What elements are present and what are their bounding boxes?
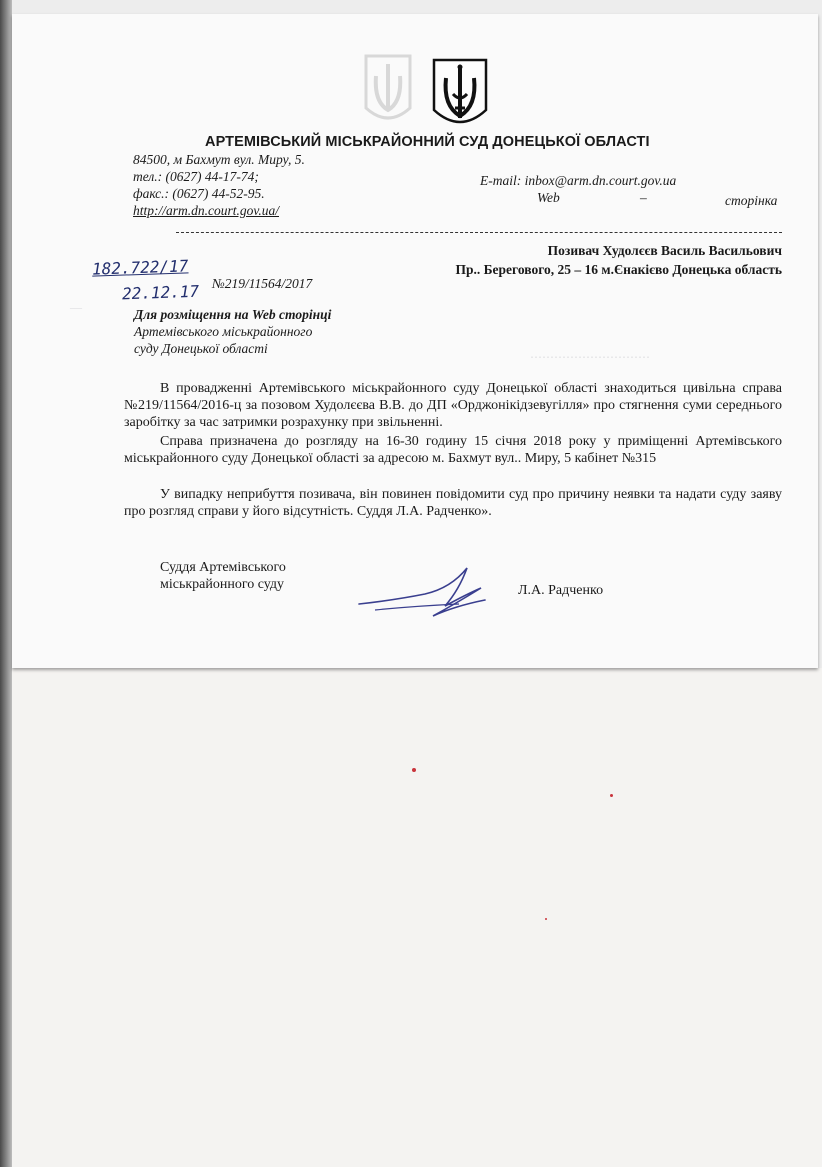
paragraph-absence-notice: У випадку неприбуття позивача, він повинен повідомити суд про причину неявки та надати суду заяву про розгляд справи у його відсутність. Суддя Л.А. Радченко». — [124, 487, 782, 519]
red-speck — [545, 918, 547, 920]
court-email: E-mail: inbox@arm.dn.court.gov.ua — [480, 173, 677, 188]
red-speck — [412, 768, 416, 772]
trident-emblem-icon — [431, 58, 489, 132]
header-divider — [176, 232, 782, 233]
court-name-heading: АРТЕМІВСЬКИЙ МІСЬКРАЙОННИЙ СУД ДОНЕЦЬКОЇ ОБЛАСТІ — [205, 134, 650, 150]
paragraph-case-description: В провадженні Артемівського міськрайонного суду Донецької області знаходиться цивільна справа №219/11564/2016-ц за позовом Худолєєва В.В. до ДП «Орджонікідзевугілля» про стягнення суми середнього заробітку за час затримки розрахунку при звільненні. — [124, 381, 782, 430]
recipient-address: Пр.. Берегового, 25 – 16 м.Єнакієво Донецька область — [455, 262, 782, 277]
court-phone: тел.: (0627) 44-17-74; — [133, 169, 259, 184]
handwritten-signature-icon — [355, 560, 495, 620]
lower-blank-sheet — [0, 668, 822, 1167]
publication-note-region: суду Донецької області — [134, 341, 268, 356]
show-through-text: ⋯⋯⋯⋯⋯⋯⋯⋯⋯⋯ — [530, 350, 650, 364]
page-label: сторінка — [725, 193, 778, 208]
handwritten-registration-number: 182.722/17 — [91, 256, 189, 279]
publication-note-title: Для розміщення на Web сторінці — [134, 307, 332, 322]
red-speck — [610, 794, 613, 797]
show-through-text: — — [70, 300, 82, 314]
court-fax: факс.: (0627) 44-52-95. — [133, 186, 265, 201]
handwritten-date: 22.12.17 — [121, 281, 200, 304]
show-through-emblem-icon — [358, 52, 418, 132]
paragraph-hearing-date: Справа призначена до розгляду на 16-30 годину 15 січня 2018 року у приміщенні Артемівського міськрайонного суду Донецької області за адресою м. Бахмут вул.. Миру, 5 кабінет №315 — [124, 434, 782, 466]
judge-title-line2: міськрайонного суду — [160, 577, 285, 592]
recipient-name: Позивач Худолєєв Василь Васильович — [547, 243, 782, 258]
scan-edge-shadow — [0, 0, 12, 1167]
court-website-link[interactable]: http://arm.dn.court.gov.ua/ — [133, 203, 279, 218]
judge-name: Л.А. Радченко — [518, 583, 604, 598]
publication-note-court: Артемівського міськрайонного — [134, 324, 313, 339]
case-number: №219/11564/2017 — [212, 276, 313, 291]
web-dash: – — [640, 190, 647, 205]
web-label: Web — [537, 190, 560, 205]
judge-title-line1: Суддя Артемівського — [160, 560, 286, 575]
court-address: 84500, м Бахмут вул. Миру, 5. — [133, 152, 305, 167]
